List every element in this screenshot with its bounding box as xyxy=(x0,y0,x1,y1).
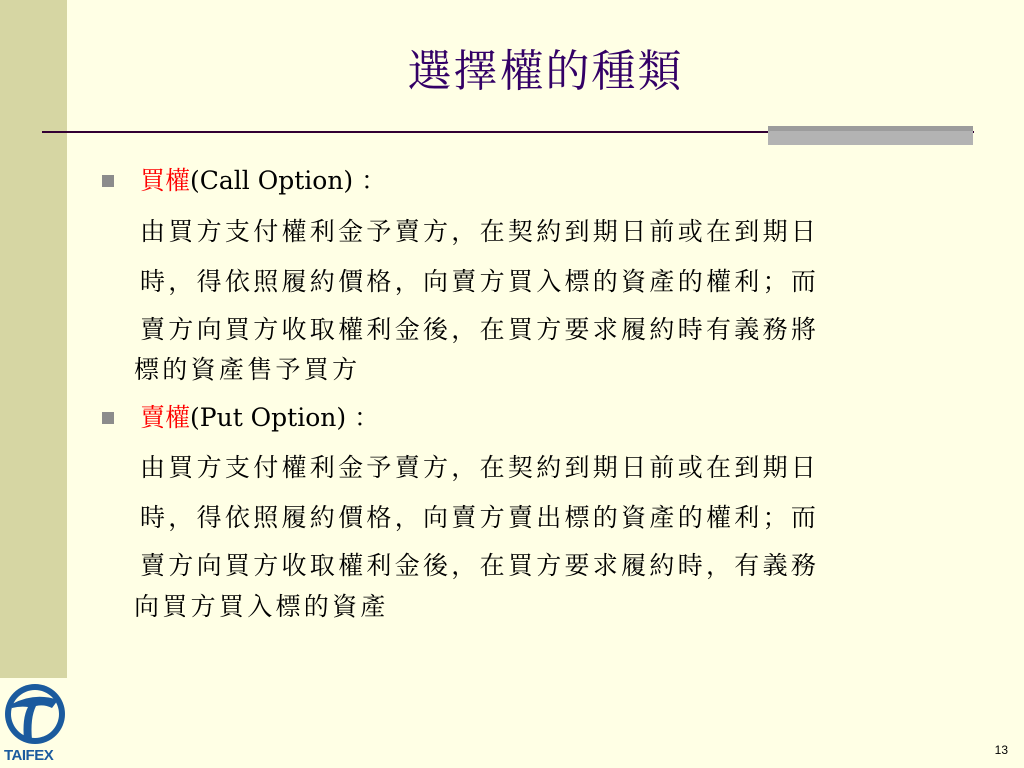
body-line: 時，得依照履約價格，向賣方買入標的資產的權利；而 xyxy=(140,267,820,296)
taifex-logo-mark-icon xyxy=(0,678,70,750)
term-label: (Put Option) ： xyxy=(190,403,380,432)
bullet-square-icon xyxy=(102,175,114,187)
term-put: 賣權 xyxy=(140,403,191,432)
body-line: 時，得依照履約價格，向賣方賣出標的資產的權利；而 xyxy=(140,503,820,532)
body-line: 賣方向買方收取權利金後，在買方要求履約時，有義務 xyxy=(140,551,820,580)
body-line: 賣方向買方收取權利金後，在買方要求履約時有義務將 xyxy=(140,315,820,344)
sidebar-band xyxy=(0,0,67,678)
taifex-logo-text: TAIFEX xyxy=(4,747,54,764)
term-call: 買權 xyxy=(140,166,191,195)
body-line: 標的資產售予買方 xyxy=(134,355,361,384)
body-line: 由買方支付權利金予賣方，在契約到期日前或在到期日 xyxy=(140,453,820,482)
bullet-heading xyxy=(140,165,386,197)
bullet-heading xyxy=(140,402,379,434)
divider-accent-bar-top xyxy=(768,126,973,131)
body-line: 由買方支付權利金予賣方，在契約到期日前或在到期日 xyxy=(140,217,820,246)
term-label: (Call Option) ： xyxy=(190,166,387,195)
body-line: 向買方買入標的資產 xyxy=(134,592,389,621)
bullet-square-icon xyxy=(102,412,114,424)
slide-title: 選擇權的種類 xyxy=(407,46,684,97)
page-number: 13 xyxy=(994,743,1008,757)
